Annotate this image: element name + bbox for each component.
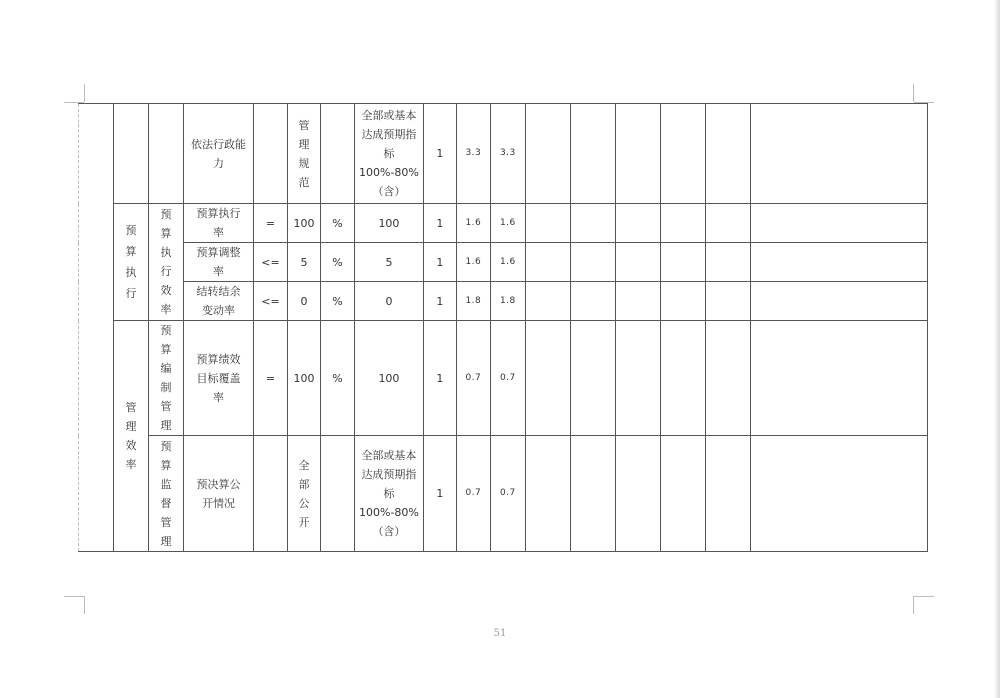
score-cell: 3.3: [456, 104, 490, 204]
unit-cell: %: [321, 321, 355, 436]
target-cell: 100: [355, 321, 424, 436]
blank-cell: [750, 282, 927, 321]
blank-cell: [705, 204, 750, 243]
blank-cell: [660, 243, 705, 282]
indicator-cell: 预算执行率: [184, 204, 254, 243]
blank-cell: [750, 436, 927, 552]
value-cell: 100: [288, 204, 321, 243]
score-cell: 1.6: [456, 204, 490, 243]
score-cell: 1.6: [456, 243, 490, 282]
blank-cell: [525, 204, 570, 243]
blank-cell: [570, 436, 615, 552]
weight-cell: 1: [423, 321, 456, 436]
table-row: [79, 104, 928, 204]
unit-cell: %: [321, 204, 355, 243]
score2-cell: 0.7: [490, 321, 525, 436]
level2-cell: [149, 104, 184, 204]
target-cell: 全部或基本达成预期指标100%-80%（含）: [355, 436, 424, 552]
weight-cell: 1: [423, 243, 456, 282]
value-cell: 5: [288, 243, 321, 282]
level1-cell: 管理效率: [114, 321, 149, 552]
weight-cell: 1: [423, 436, 456, 552]
indicator-cell: 结转结余变动率: [184, 282, 254, 321]
score-cell: 1.8: [456, 282, 490, 321]
blank-cell: [615, 436, 660, 552]
score2-cell: 0.7: [490, 436, 525, 552]
value-cell: 全部公开: [288, 436, 321, 552]
operator-cell: [254, 104, 288, 204]
blank-cell: [705, 282, 750, 321]
operator-cell: =: [254, 321, 288, 436]
unit-cell: [321, 104, 355, 204]
blank-cell: [615, 243, 660, 282]
blank-cell: [705, 321, 750, 436]
score2-cell: 1.6: [490, 243, 525, 282]
blank-cell: [525, 436, 570, 552]
weight-cell: 1: [423, 104, 456, 204]
unit-cell: [321, 436, 355, 552]
unit-cell: %: [321, 243, 355, 282]
blank-cell: [615, 282, 660, 321]
blank-cell: [570, 104, 615, 204]
blank-cell: [705, 436, 750, 552]
table-row: [79, 204, 928, 243]
indicator-cell: 依法行政能力: [184, 104, 254, 204]
category-cell: [79, 104, 114, 552]
blank-cell: [525, 243, 570, 282]
level1-cell: 预算执行: [114, 204, 149, 321]
blank-cell: [525, 321, 570, 436]
performance-table: [78, 103, 928, 552]
indicator-cell: 预算调整率: [184, 243, 254, 282]
page-edge-shadow: [994, 0, 1000, 698]
page-number: 51: [493, 628, 507, 639]
blank-cell: [660, 321, 705, 436]
indicator-cell: 预决算公开情况: [184, 436, 254, 552]
score-cell: 0.7: [456, 436, 490, 552]
target-cell: 5: [355, 243, 424, 282]
crop-mark-bottom-right: [914, 596, 934, 597]
blank-cell: [750, 104, 927, 204]
blank-cell: [660, 104, 705, 204]
blank-cell: [660, 436, 705, 552]
weight-cell: 1: [423, 204, 456, 243]
blank-cell: [750, 204, 927, 243]
blank-cell: [570, 204, 615, 243]
level1-cell: [114, 104, 149, 204]
level2-cell: 预算执行效率: [149, 204, 184, 321]
operator-cell: =: [254, 204, 288, 243]
level2-cell: 预算编制管理: [149, 321, 184, 436]
score2-cell: 3.3: [490, 104, 525, 204]
operator-cell: [254, 436, 288, 552]
blank-cell: [750, 321, 927, 436]
target-cell: 全部或基本达成预期指标100%-80%（含）: [355, 104, 424, 204]
blank-cell: [615, 321, 660, 436]
crop-mark-bottom-right-v: [913, 596, 914, 614]
blank-cell: [705, 243, 750, 282]
blank-cell: [615, 104, 660, 204]
operator-cell: <=: [254, 243, 288, 282]
score2-cell: 1.6: [490, 204, 525, 243]
value-cell: 100: [288, 321, 321, 436]
blank-cell: [750, 243, 927, 282]
table-row: [79, 282, 928, 321]
weight-cell: 1: [423, 282, 456, 321]
blank-cell: [660, 204, 705, 243]
crop-mark-top-left-v: [84, 84, 85, 102]
level2-cell: 预算监督管理: [149, 436, 184, 552]
crop-mark-bottom-left-v: [84, 596, 85, 614]
value-cell: 管理规范: [288, 104, 321, 204]
blank-cell: [705, 104, 750, 204]
value-cell: 0: [288, 282, 321, 321]
blank-cell: [570, 282, 615, 321]
crop-mark-top-right-v: [913, 84, 914, 102]
target-cell: 0: [355, 282, 424, 321]
table-row: [79, 436, 928, 552]
indicator-cell: 预算绩效目标覆盖率: [184, 321, 254, 436]
operator-cell: <=: [254, 282, 288, 321]
blank-cell: [570, 243, 615, 282]
score2-cell: 1.8: [490, 282, 525, 321]
blank-cell: [525, 104, 570, 204]
crop-mark-bottom-left: [64, 596, 84, 597]
target-cell: 100: [355, 204, 424, 243]
blank-cell: [660, 282, 705, 321]
table-row: [79, 243, 928, 282]
unit-cell: %: [321, 282, 355, 321]
blank-cell: [615, 204, 660, 243]
score-cell: 0.7: [456, 321, 490, 436]
table-row: [79, 321, 928, 436]
blank-cell: [525, 282, 570, 321]
blank-cell: [570, 321, 615, 436]
